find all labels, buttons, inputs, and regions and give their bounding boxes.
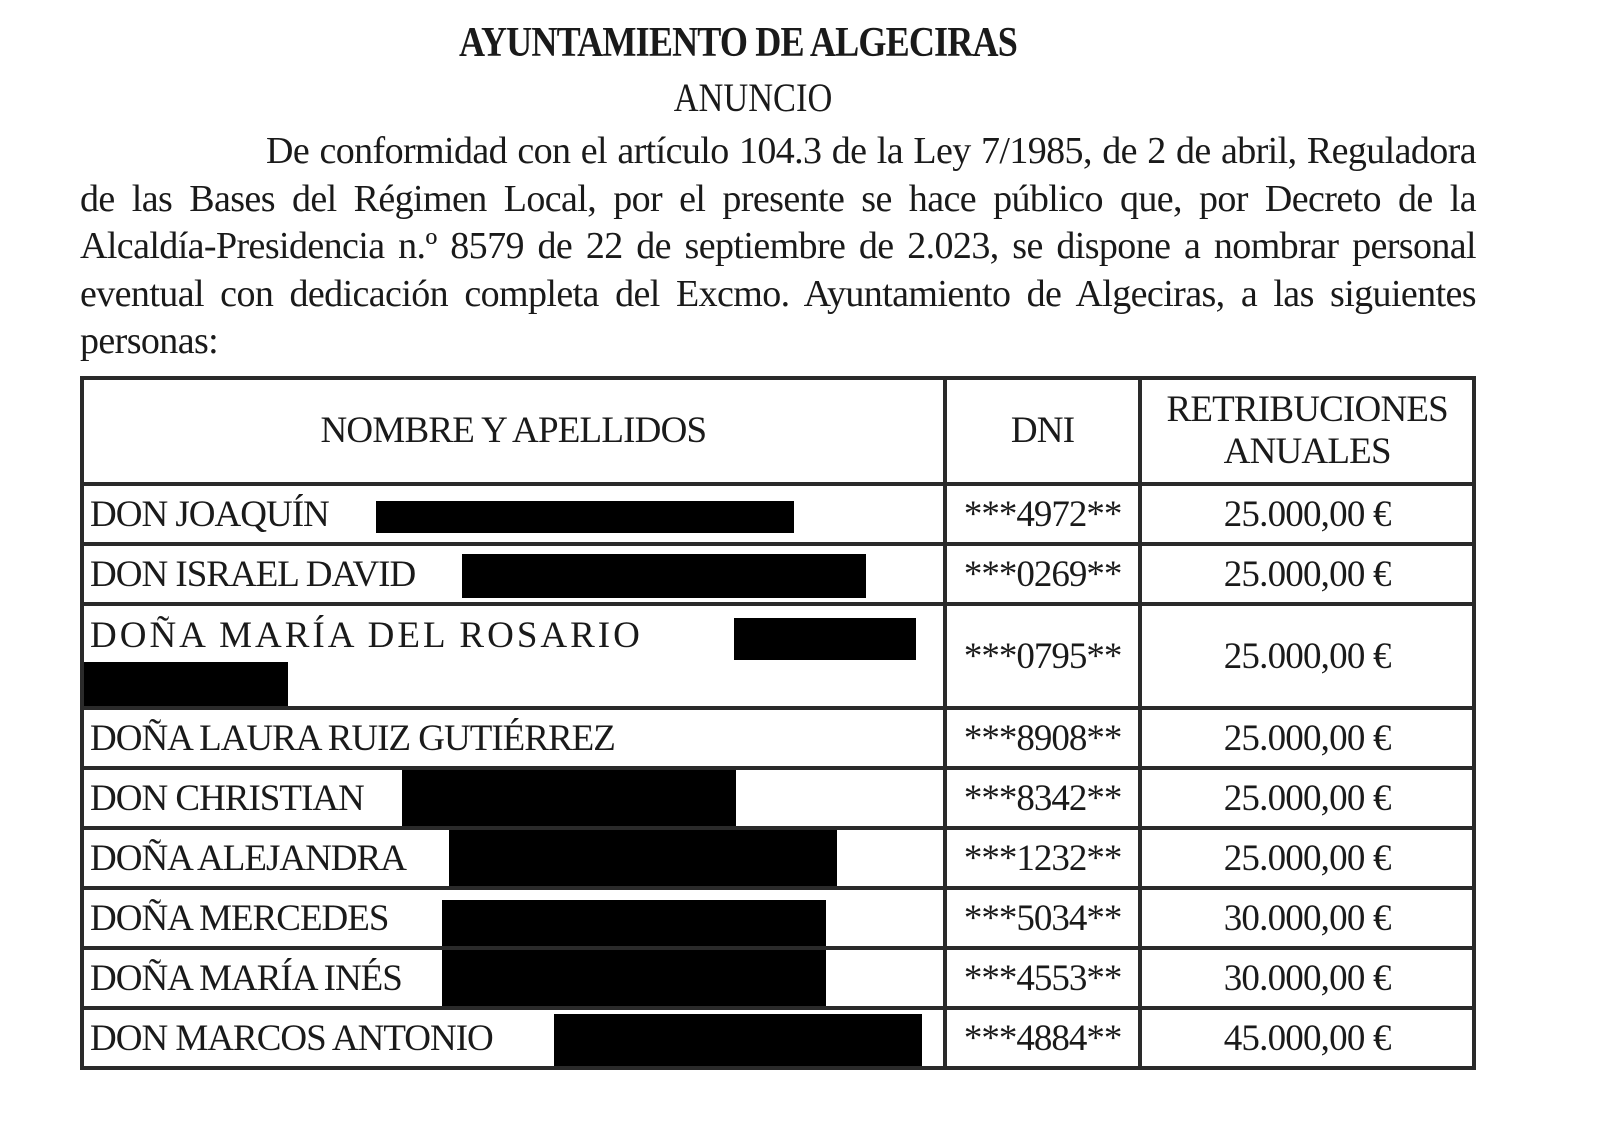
- table-row: [82, 768, 1474, 828]
- person-name: DON CHRISTIAN: [90, 777, 364, 819]
- name-cell: [82, 1008, 945, 1068]
- document-subtitle: ANUNCIO: [673, 75, 833, 120]
- dni-cell: ***4553**: [945, 948, 1141, 1008]
- dni-cell: ***8342**: [945, 768, 1141, 828]
- dni-cell: ***0795**: [945, 604, 1141, 708]
- redaction-bar: [376, 501, 794, 533]
- table-row: [82, 828, 1474, 888]
- name-cell: [82, 708, 945, 768]
- name-cell: [82, 604, 945, 708]
- retribuciones-cell: 25.000,00 €: [1140, 768, 1474, 828]
- redaction-bar: [734, 618, 916, 660]
- redaction-bar: [462, 554, 866, 598]
- announcement-body: De conformidad con el artículo 104.3 de la Ley 7/1985, de 2 de abril, Reguladora de las Bases del Régimen Local, por el presente se hace público que, por Decreto de la Alcaldía-Presidencia n.º 8579 de 22 de septiembre de 2.023, se dispone a nombrar personal eventual con dedicación completa del Excmo. Ayuntamiento de Algeciras, a las siguientes personas:: [80, 130, 1476, 363]
- header-name: NOMBRE Y APELLIDOS: [82, 378, 945, 484]
- person-name: DOÑA ALEJANDRA: [90, 837, 406, 879]
- name-cell: [82, 948, 945, 1008]
- person-name: DON JOAQUÍN: [90, 493, 329, 535]
- person-name: DOÑA LAURA RUIZ GUTIÉRREZ: [90, 717, 615, 759]
- dni-cell: ***0269**: [945, 544, 1141, 604]
- redaction-bar: [554, 1014, 922, 1066]
- retribuciones-cell: 30.000,00 €: [1140, 888, 1474, 948]
- table-row: [82, 484, 1474, 544]
- name-cell: [82, 888, 945, 948]
- redaction-bar: [442, 900, 826, 948]
- header-retribuciones-line2: ANUALES: [1223, 431, 1391, 472]
- dni-cell: ***4884**: [945, 1008, 1141, 1068]
- table-row: [82, 604, 1474, 708]
- retribuciones-cell: 25.000,00 €: [1140, 828, 1474, 888]
- retribuciones-cell: 25.000,00 €: [1140, 708, 1474, 768]
- redaction-bar: [402, 770, 736, 828]
- table-row: [82, 708, 1474, 768]
- dni-cell: ***1232**: [945, 828, 1141, 888]
- document-title: AYUNTAMIENTO DE ALGECIRAS: [459, 20, 1017, 66]
- retribuciones-cell: 45.000,00 €: [1140, 1008, 1474, 1068]
- personnel-table: [80, 376, 1476, 1070]
- name-cell: [82, 768, 945, 828]
- table-header-row: [82, 378, 1474, 484]
- name-cell: [82, 544, 945, 604]
- person-name: DON ISRAEL DAVID: [90, 553, 416, 595]
- person-name: DOÑA MARÍA DEL ROSARIO: [90, 615, 643, 656]
- person-name: DON MARCOS ANTONIO: [90, 1017, 493, 1059]
- redaction-bar: [449, 830, 837, 888]
- name-cell: [82, 828, 945, 888]
- redaction-bar: [442, 950, 826, 1008]
- person-name: DOÑA MARÍA INÉS: [90, 957, 402, 999]
- retribuciones-cell: 25.000,00 €: [1140, 544, 1474, 604]
- person-name: DOÑA MERCEDES: [90, 897, 389, 939]
- table-row: [82, 948, 1474, 1008]
- redaction-bar: [84, 662, 288, 708]
- retribuciones-cell: 30.000,00 €: [1140, 948, 1474, 1008]
- retribuciones-cell: 25.000,00 €: [1140, 604, 1474, 708]
- dni-cell: ***4972**: [945, 484, 1141, 544]
- header-retribuciones-line1: RETRIBUCIONES: [1166, 389, 1448, 430]
- retribuciones-cell: 25.000,00 €: [1140, 484, 1474, 544]
- dni-cell: ***5034**: [945, 888, 1141, 948]
- header-dni: DNI: [945, 378, 1141, 484]
- name-cell: [82, 484, 945, 544]
- table-row: [82, 888, 1474, 948]
- table-row: [82, 1008, 1474, 1068]
- table-row: [82, 544, 1474, 604]
- header-retribuciones: [1140, 378, 1474, 484]
- dni-cell: ***8908**: [945, 708, 1141, 768]
